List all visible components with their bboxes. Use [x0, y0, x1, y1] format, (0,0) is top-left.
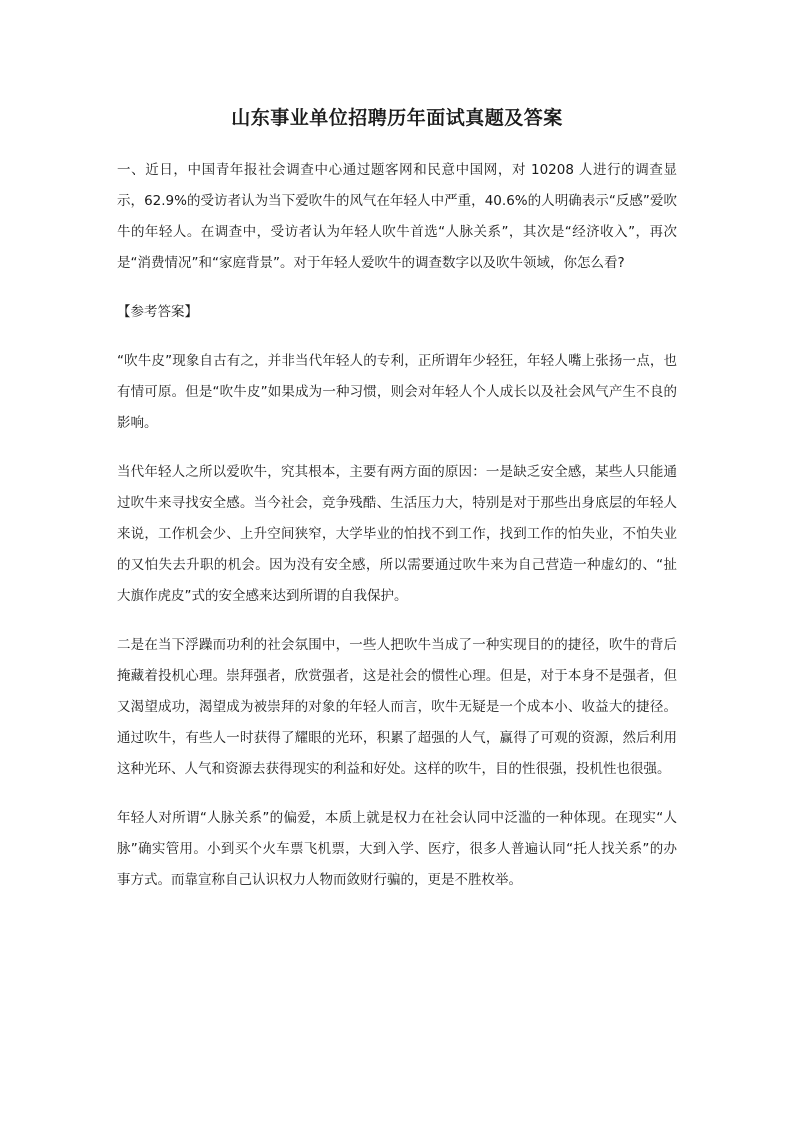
document-body — [117, 155, 677, 914]
question-paragraph: 一、近日，中国青年报社会调查中心通过题客网和民意中国网，对 10208 人进行的调查显示，62.9%的受访者认为当下爱吹牛的风气在年轻人中严重，40.6%的人明确表示“反感”爱吹牛的年轻人。在调查中，受访者认为年轻人吹牛首选“人脉关系”，其次是“经济收入”，再次是“消费情况”和“家庭背景”。对于年轻人爱吹牛的调查数字以及吹牛领域，你怎么看? — [117, 162, 677, 271]
answer-paragraph-1: “吹牛皮”现象自古有之，并非当代年轻人的专利，正所谓年少轻狂，年轻人嘴上张扬一点，也有情可原。但是“吹牛皮”如果成为一种习惯，则会对年轻人个人成长以及社会风气产生不良的影响。 — [117, 353, 677, 431]
answer-paragraph-2: 当代年轻人之所以爱吹牛，究其根本，主要有两方面的原因：一是缺乏安全感，某些人只能通过吹牛来寻找安全感。当今社会，竞争残酷、生活压力大，特别是对于那些出身底层的年轻人来说，工作机会少、上升空间狭窄，大学毕业的怕找不到工作，找到工作的怕失业，不怕失业的又怕失去升职的机会。因为没有安全感，所以需要通过吹牛来为自己营造一种虚幻的、“扯大旗作虎皮”式的安全感来达到所谓的自我保护。 — [117, 464, 677, 604]
answer-paragraph-4: 年轻人对所谓“人脉关系”的偏爱，本质上就是权力在社会认同中泛滥的一种体现。在现实“人脉”确实管用。小到买个火车票飞机票，大到入学、医疗，很多人普遍认同“托人找关系”的办事方式。而靠宣称自己认识权力人物而敛财行骗的，更是不胜枚举。 — [117, 810, 677, 888]
answer-paragraph-3: 二是在当下浮躁而功利的社会氛围中，一些人把吹牛当成了一种实现目的的捷径，吹牛的背后掩藏着投机心理。崇拜强者，欣赏强者，这是社会的惯性心理。但是，对于本身不是强者，但又渴望成功，渴望成为被崇拜的对象的年轻人而言，吹牛无疑是一个成本小、收益大的捷径。通过吹牛，有些人一时获得了耀眼的光环，积累了超强的人气，赢得了可观的资源，然后利用这种光环、人气和资源去获得现实的利益和好处。这样的吹牛，目的性很强，投机性也很强。 — [117, 637, 677, 777]
answer-heading: 【参考答案】 — [117, 304, 198, 320]
document-title: 山东事业单位招聘历年面试真题及答案 — [231, 107, 563, 129]
